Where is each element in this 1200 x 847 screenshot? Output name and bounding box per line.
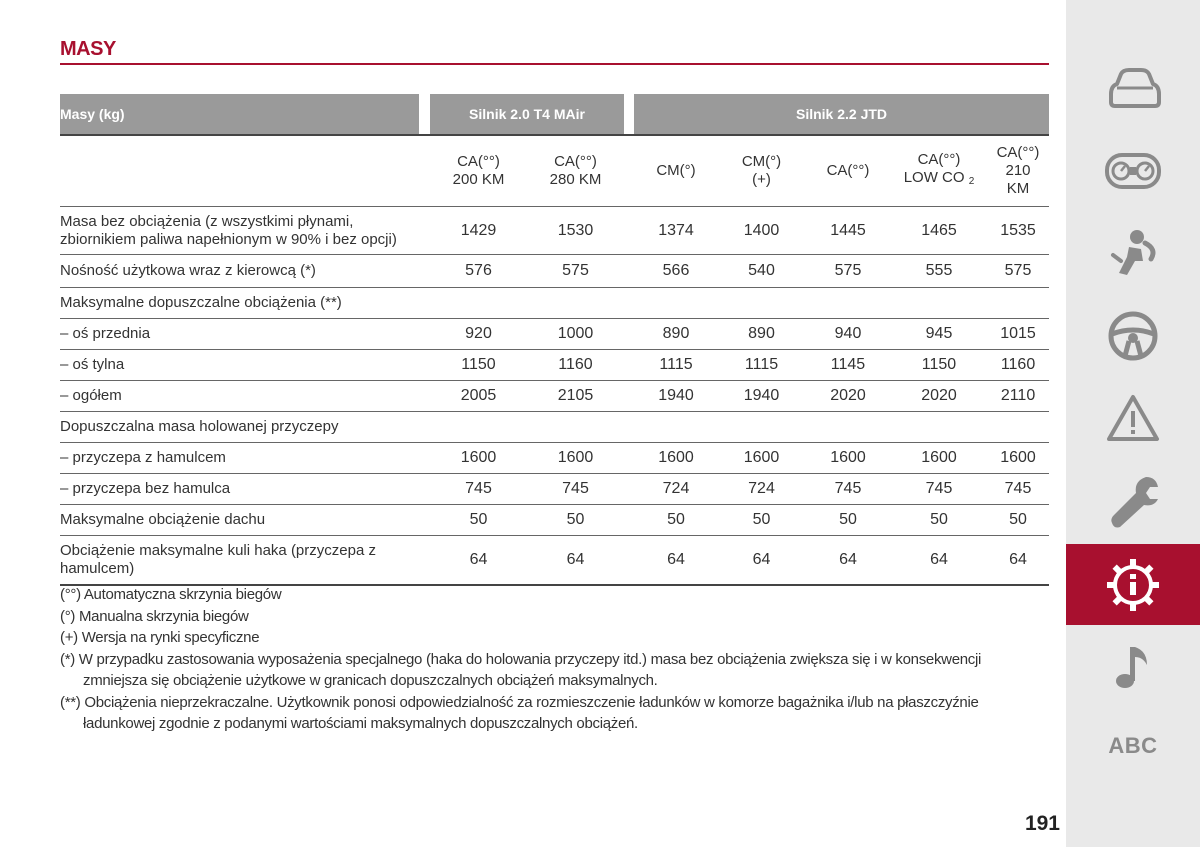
footnote — [60, 692, 1050, 735]
mass-table — [60, 94, 1049, 586]
table-row — [60, 350, 1049, 381]
table-row — [60, 288, 1049, 319]
cell-value: 1600 — [634, 443, 718, 474]
footnote — [60, 584, 1050, 606]
footnote-text-continued: zmniejsza się obciążenie użytkowe w granicach dopuszczalnych obciążeń maksymalnych. — [83, 672, 658, 689]
cell-value: 566 — [634, 255, 718, 288]
cell-gap — [624, 319, 634, 350]
variant-col-6: CA(°°) LOW CO $_2$ — [891, 135, 987, 207]
cell-value: 50 — [718, 505, 805, 536]
footnote-text: (*) W przypadku zastosowania wyposażenia specjalnego (haka do holowania przyczepy itd.) masa bez obciążenia zwiększa się i w konsekwencji — [60, 650, 982, 668]
variant-col-2: CA(°°) 280 KM — [527, 135, 624, 207]
cell-value: 890 — [634, 319, 718, 350]
cell-value: 1535 — [987, 207, 1049, 255]
cell-value: 576 — [430, 255, 527, 288]
footnote-text: (**) Obciążenia nieprzekraczalne. Użytkownik ponosi odpowiedzialność za rozmieszczenie ładunków w komorze bagażnika i/lub na płaszczyźnie — [60, 693, 979, 711]
row-label: Maksymalne dopuszczalne obciążenia (**) — [60, 288, 430, 319]
footnote-text-continued: ładunkowej zgodnie z podanymi wartościami maksymalnych dopuszczalnych obciążeń. — [83, 715, 638, 732]
cell-value — [987, 288, 1049, 319]
table-row — [60, 536, 1049, 585]
cell-value: 1115 — [718, 350, 805, 381]
cell-value — [430, 288, 527, 319]
variant-gap — [419, 135, 430, 207]
cell-value: 2005 — [430, 381, 527, 412]
row-label: – ogółem — [60, 381, 430, 412]
row-label: Maksymalne obciążenie dachu — [60, 505, 430, 536]
warning-triangle-icon[interactable] — [1066, 392, 1200, 444]
cell-gap — [624, 381, 634, 412]
cell-value — [718, 412, 805, 443]
row-label: – oś tylna — [60, 350, 430, 381]
info-gear-icon[interactable] — [1066, 552, 1200, 618]
table-body — [60, 207, 1049, 585]
cell-value: 745 — [527, 474, 624, 505]
cell-value — [891, 412, 987, 443]
cell-gap — [624, 474, 634, 505]
cell-value: 1160 — [527, 350, 624, 381]
cell-gap — [624, 412, 634, 443]
cell-gap — [624, 207, 634, 255]
cell-value: 945 — [891, 319, 987, 350]
row-label: Nośność użytkowa wraz z kierowcą (*) — [60, 255, 430, 288]
footnote-text: (°) Manualna skrzynia biegów — [60, 607, 249, 625]
cell-value — [718, 288, 805, 319]
music-note-icon[interactable] — [1066, 640, 1200, 692]
cell-value — [634, 288, 718, 319]
cell-value: 1400 — [718, 207, 805, 255]
cell-value: 1000 — [527, 319, 624, 350]
table-row — [60, 207, 1049, 255]
table-row — [60, 381, 1049, 412]
header-engine-diesel: Silnik 2.2 JTD — [634, 94, 1049, 135]
cell-value: 575 — [805, 255, 891, 288]
cell-value: 724 — [718, 474, 805, 505]
title-rule — [60, 63, 1049, 65]
cell-value: 940 — [805, 319, 891, 350]
cell-value: 575 — [527, 255, 624, 288]
cell-value: 1115 — [634, 350, 718, 381]
cell-value: 50 — [634, 505, 718, 536]
cell-value: 1600 — [718, 443, 805, 474]
cell-value: 575 — [987, 255, 1049, 288]
variant-row — [60, 135, 1049, 207]
cell-value: 64 — [430, 536, 527, 585]
table-row — [60, 474, 1049, 505]
section-title: MASY — [60, 38, 116, 60]
cell-value: 1374 — [634, 207, 718, 255]
cell-value: 2110 — [987, 381, 1049, 412]
header-gap — [624, 94, 634, 135]
cell-value: 745 — [987, 474, 1049, 505]
variant-col-3: CM(°) — [634, 135, 718, 207]
footnote — [60, 606, 1050, 628]
cell-value: 64 — [987, 536, 1049, 585]
variant-col-1: CA(°°) 200 KM — [430, 135, 527, 207]
cell-value: 1600 — [805, 443, 891, 474]
footnote-text: (°°) Automatyczna skrzynia biegów — [60, 586, 282, 603]
cell-value: 64 — [634, 536, 718, 585]
variant-blank — [60, 135, 419, 207]
row-label: Dopuszczalna masa holowanej przyczepy — [60, 412, 430, 443]
cell-gap — [624, 443, 634, 474]
chapter-sidebar — [1066, 0, 1200, 847]
cell-gap — [624, 536, 634, 585]
cell-value: 540 — [718, 255, 805, 288]
row-label: – przyczepa z hamulcem — [60, 443, 430, 474]
airbag-person-icon[interactable] — [1066, 226, 1200, 280]
footnote-text: (+) Wersja na rynki specyficzne — [60, 629, 260, 646]
cell-value: 2020 — [805, 381, 891, 412]
cell-value: 745 — [891, 474, 987, 505]
cell-value: 1145 — [805, 350, 891, 381]
cell-value: 50 — [891, 505, 987, 536]
row-label: – przyczepa bez hamulca — [60, 474, 430, 505]
cell-value: 920 — [430, 319, 527, 350]
cell-value: 1530 — [527, 207, 624, 255]
steering-wheel-icon[interactable] — [1066, 309, 1200, 363]
dashboard-icon[interactable] — [1066, 148, 1200, 196]
cell-value: 64 — [805, 536, 891, 585]
cell-gap — [624, 505, 634, 536]
cell-value: 745 — [805, 474, 891, 505]
cell-value: 1600 — [891, 443, 987, 474]
footnote — [60, 627, 1050, 649]
cell-value: 50 — [430, 505, 527, 536]
cell-value: 2105 — [527, 381, 624, 412]
cell-gap — [624, 288, 634, 319]
cell-value: 1940 — [634, 381, 718, 412]
footnote — [60, 649, 1050, 692]
cell-value: 50 — [527, 505, 624, 536]
cell-value: 555 — [891, 255, 987, 288]
cell-value — [430, 412, 527, 443]
mass-table-container — [60, 94, 1049, 586]
cell-value — [891, 288, 987, 319]
table-row — [60, 412, 1049, 443]
cell-value: 1150 — [891, 350, 987, 381]
cell-value — [634, 412, 718, 443]
header-mass-label: Masy (kg) — [60, 94, 419, 135]
cell-value — [805, 288, 891, 319]
cell-value: 64 — [718, 536, 805, 585]
cell-value: 50 — [805, 505, 891, 536]
cell-value: 1015 — [987, 319, 1049, 350]
table-row — [60, 255, 1049, 288]
header-engine-petrol: Silnik 2.0 T4 MAir — [430, 94, 624, 135]
page-number: 191 — [1024, 812, 1060, 835]
cell-value: 724 — [634, 474, 718, 505]
row-label: Masa bez obciążenia (z wszystkimi płynami, zbiornikiem paliwa napełnionym w 90% i bez opcji) — [60, 207, 430, 255]
table-row — [60, 505, 1049, 536]
cell-value: 1940 — [718, 381, 805, 412]
header-row — [60, 94, 1049, 135]
variant-col-5: CA(°°) — [805, 135, 891, 207]
table-row — [60, 319, 1049, 350]
cell-value — [805, 412, 891, 443]
header-gap — [419, 94, 430, 135]
variant-col-4: CM(°) (+) — [718, 135, 805, 207]
cell-gap — [624, 350, 634, 381]
table-row — [60, 443, 1049, 474]
car-icon[interactable] — [1066, 62, 1200, 114]
row-label: Obciążenie maksymalne kuli haka (przyczepa z hamulcem) — [60, 536, 430, 585]
cell-value — [527, 288, 624, 319]
cell-gap — [624, 255, 634, 288]
cell-value — [527, 412, 624, 443]
cell-value: 1600 — [987, 443, 1049, 474]
wrench-icon[interactable] — [1066, 472, 1200, 530]
cell-value: 50 — [987, 505, 1049, 536]
cell-value: 1600 — [527, 443, 624, 474]
variant-gap — [624, 135, 634, 207]
cell-value: 1160 — [987, 350, 1049, 381]
cell-value: 890 — [718, 319, 805, 350]
footnotes — [60, 584, 1050, 735]
cell-value: 1150 — [430, 350, 527, 381]
cell-value: 1429 — [430, 207, 527, 255]
cell-value: 1445 — [805, 207, 891, 255]
cell-value: 1465 — [891, 207, 987, 255]
cell-value: 64 — [527, 536, 624, 585]
abc-index-label[interactable]: ABC — [1108, 733, 1158, 758]
variant-col-7: CA(°°) 210 KM — [987, 135, 1049, 207]
cell-value: 745 — [430, 474, 527, 505]
cell-value: 2020 — [891, 381, 987, 412]
row-label: – oś przednia — [60, 319, 430, 350]
cell-value — [987, 412, 1049, 443]
cell-value: 64 — [891, 536, 987, 585]
cell-value: 1600 — [430, 443, 527, 474]
